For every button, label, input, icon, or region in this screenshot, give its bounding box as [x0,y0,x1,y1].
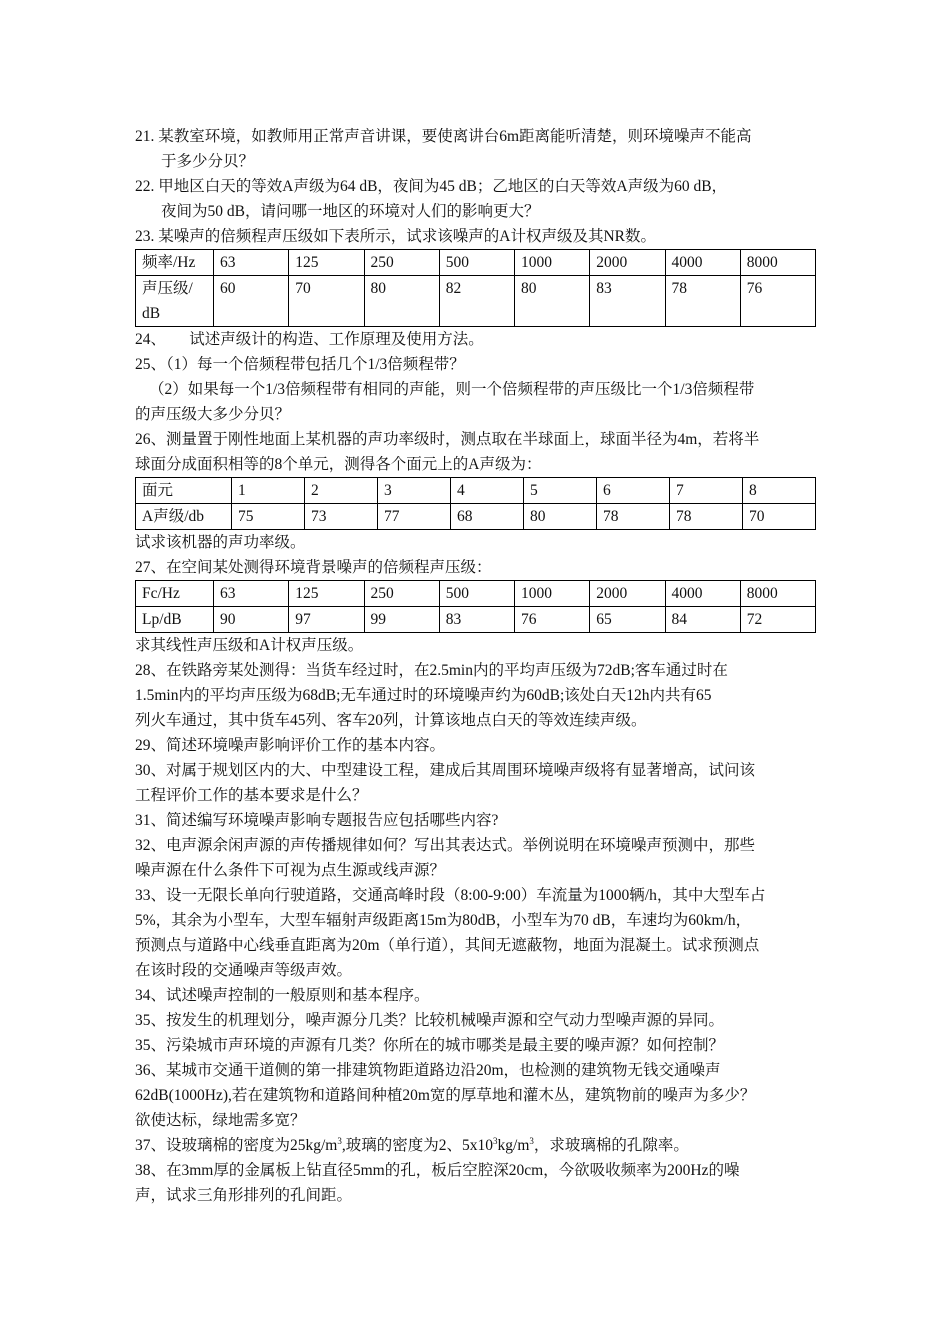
table-cell: 77 [378,504,451,530]
question-29: 29、简述环境噪声影响评价工作的基本内容。 [135,737,446,754]
question-34: 34、试述噪声控制的一般原则和基本程序。 [135,987,430,1004]
question-36: 36、某城市交通干道侧的第一排建筑物距道路边沿20m，也检测的建筑物无钱交通噪声 [135,1062,721,1079]
table-cell: 250 [364,250,439,276]
table-cell: 60 [214,276,289,327]
table-cell: 8000 [740,250,815,276]
question-22-cont: 夜间为50 dB，请问哪一地区的环境对人们的影响更大？ [161,203,540,220]
table-row [136,250,816,276]
table-cell: A声级/db [136,504,232,530]
table-cell: 8 [743,478,816,504]
question-32-cont: 噪声源在什么条件下可视为点生源或线声源？ [135,862,446,879]
table-cell: 75 [232,504,305,530]
table-cell: 声压级/ dB [136,276,214,327]
question-27-ask: 求其线性声压级和A计权声压级。 [135,637,364,654]
question-37: 37、设玻璃棉的密度为$25kg/m^3$,玻璃的密度为2、$5x10^3kg/m^3$，求玻璃棉的孔隙率。 [135,1135,689,1154]
table-row [136,581,816,607]
table-cell: 83 [590,276,665,327]
question-25: 25、（1）每一个倍频程带包括几个1/3倍频程带？ [135,356,465,373]
table-row [136,504,816,530]
table-cell: 4000 [665,250,740,276]
table-cell: 2000 [590,581,665,607]
question-list [135,124,817,1208]
question-32: 32、电声源余闲声源的声传播规律如何？写出其表达式。举例说明在环境噪声预测中，那些 [135,837,756,854]
table-cell: 68 [451,504,524,530]
table-cell: 90 [214,607,289,633]
table-cell: 2000 [590,250,665,276]
question-35a: 35、按发生的机理划分，噪声源分几类？比较机械噪声源和空气动力型噪声源的异同。 [135,1012,725,1029]
question-33-cont2: 预测点与道路中心线垂直距离为20m（单行道），其间无遮蔽物，地面为混凝土。试求预测点 [135,937,760,954]
question-38-cont: 声，试求三角形排列的孔间距。 [135,1187,353,1204]
question-33-cont: 5%，其余为小型车，大型车辐射声级距离15m为80dB，小型车为70 dB，车速均为60km/h， [135,912,752,929]
table-cell: 4 [451,478,524,504]
table-cell: 78 [665,276,740,327]
table-cell: 84 [665,607,740,633]
table-cell: 63 [214,581,289,607]
table-cell: 65 [590,607,665,633]
table-cell: 频率/Hz [136,250,214,276]
question-36-cont2: 欲使达标，绿地需多宽？ [135,1112,306,1129]
table-26-a-levels [135,477,816,530]
question-30: 30、对属于规划区内的大、中型建设工程，建成后其周围环境噪声级将有显著增高，试问该 [135,762,756,779]
table-cell: 72 [740,607,815,633]
table-cell: 97 [289,607,364,633]
table-cell: 2 [305,478,378,504]
table-cell: 3 [378,478,451,504]
table-cell: 1 [232,478,305,504]
table-cell: 4000 [665,581,740,607]
question-28-cont: 1.5min内的平均声压级为68dB;无车通过时的环境噪声约为60dB;该处白天12h内共有65 [135,687,712,704]
table-row [136,607,816,633]
table-cell: Lp/dB [136,607,214,633]
question-36-cont: 62dB(1000Hz),若在建筑物和道路间种植20m宽的厚草地和灌木丛，建筑物前的噪声为多少？ [135,1087,756,1104]
table-cell: 500 [439,581,514,607]
table-cell: 5 [524,478,597,504]
table-cell: 70 [289,276,364,327]
question-21-cont: 于多少分贝？ [161,153,255,170]
question-35b: 35、污染城市声环境的声源有几类？你所在的城市哪类是最主要的噪声源？如何控制？ [135,1037,725,1054]
table-cell: Fc/Hz [136,581,214,607]
table-cell: 6 [597,478,670,504]
question-25-part2: （2）如果每一个1/3倍频程带有相同的声能，则一个倍频程带的声压级比一个1/3倍频程带 [149,381,755,398]
table-row [136,276,816,327]
table-cell: 76 [515,607,590,633]
table-cell: 125 [289,250,364,276]
question-26-ask: 试求该机器的声功率级。 [135,534,306,551]
question-28-cont2: 列火车通过，其中货车45列、客车20列，计算该地点白天的等效连续声级。 [135,712,647,729]
table-cell: 82 [439,276,514,327]
table-cell: 1000 [515,581,590,607]
table-cell: 500 [439,250,514,276]
table-cell: 80 [364,276,439,327]
table-cell: 8000 [740,581,815,607]
table-cell: 面元 [136,478,232,504]
table-cell: 7 [670,478,743,504]
table-row [136,478,816,504]
table-cell: 83 [439,607,514,633]
question-26: 26、测量置于刚性地面上某机器的声功率级时，测点取在半球面上，球面半径为4m，若将半 [135,431,760,448]
table-cell: 70 [743,504,816,530]
question-24: 24、 试述声级计的构造、工作原理及使用方法。 [135,331,484,348]
table-27-background-noise [135,580,816,633]
table-cell: 63 [214,250,289,276]
question-21: 21. 某教室环境，如教师用正常声音讲课，要使离讲台6m距离能听清楚，则环境噪声不能高 [135,128,752,145]
table-cell: 73 [305,504,378,530]
table-cell: 80 [515,276,590,327]
table-cell: 76 [740,276,815,327]
question-25-cont: 的声压级大多少分贝？ [135,406,291,423]
question-28: 28、在铁路旁某处测得：当货车经过时，在2.5min内的平均声压级为72dB;客车通过时在 [135,662,728,679]
question-33: 33、设一无限长单向行驶道路，交通高峰时段（8:00-9:00）车流量为1000辆/h，其中大型车占 [135,887,766,904]
table-cell: 250 [364,581,439,607]
question-23: 23. 某噪声的倍频程声压级如下表所示，试求该噪声的A计权声级及其NR数。 [135,228,656,245]
table-cell: 99 [364,607,439,633]
table-cell: 78 [597,504,670,530]
table-cell: 125 [289,581,364,607]
table-cell: 1000 [515,250,590,276]
question-27: 27、在空间某处测得环境背景噪声的倍频程声压级： [135,559,492,576]
question-31: 31、简述编写环境噪声影响专题报告应包括哪些内容? [135,812,499,829]
question-26-cont: 球面分成面积相等的8个单元，测得各个面元上的A声级为： [135,456,542,473]
question-30-cont: 工程评价工作的基本要求是什么？ [135,787,368,804]
table-cell: 78 [670,504,743,530]
question-22: 22. 甲地区白天的等效A声级为64 dB，夜间为45 dB；乙地区的白天等效A声级为60 dB， [135,178,728,195]
table-cell: 80 [524,504,597,530]
question-33-cont3: 在该时段的交通噪声等级声效。 [135,962,353,979]
table-23-octave-levels [135,249,816,327]
question-38: 38、在3mm厚的金属板上钻直径5mm的孔，板后空腔深20cm，今欲吸收频率为200Hz的噪 [135,1162,740,1179]
